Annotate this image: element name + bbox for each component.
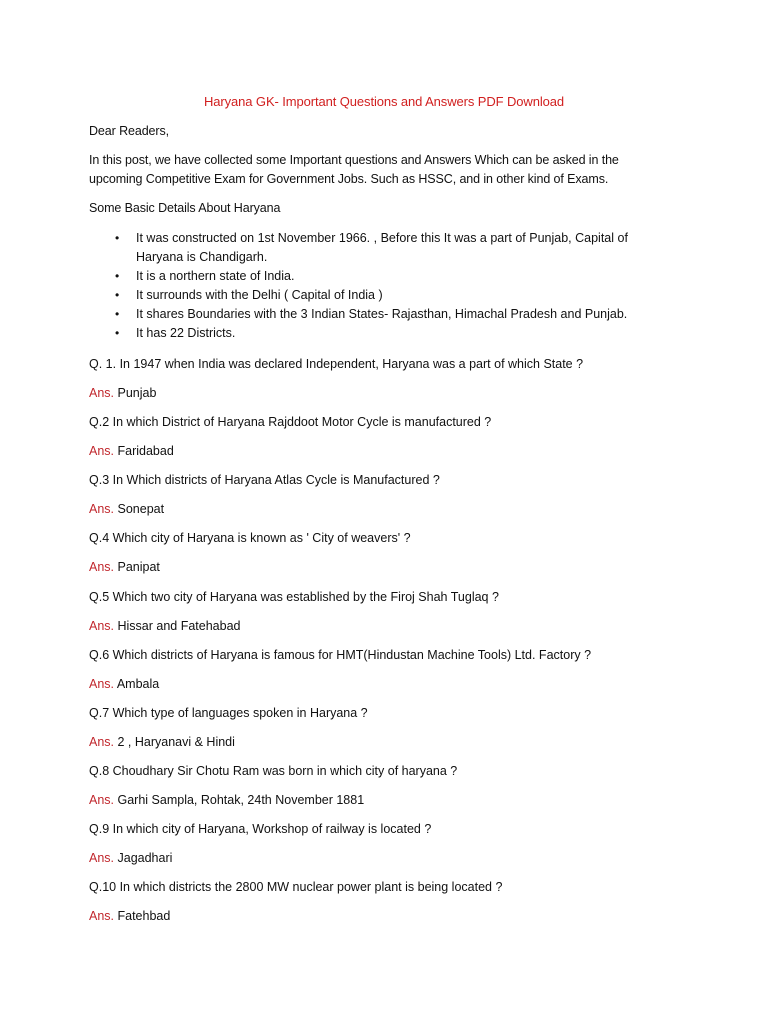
- bullet-icon: •: [115, 231, 120, 245]
- answer-text: Hissar and Fatehabad: [117, 619, 241, 633]
- document-title: Haryana GK- Important Questions and Answers PDF Download: [203, 94, 564, 109]
- question: Q.5 Which two city of Haryana was established by the Firoj Shah Tuglaq ?: [89, 590, 499, 604]
- question: Q.2 In which District of Haryana Rajddoot Motor Cycle is manufactured ?: [89, 415, 492, 429]
- ans-label: Ans.: [89, 677, 115, 691]
- ans-label: Ans.: [89, 560, 115, 574]
- question: Q.7 Which type of languages spoken in Haryana ?: [89, 706, 368, 720]
- ans-label: Ans.: [89, 444, 115, 458]
- bullet-icon: •: [115, 288, 120, 302]
- answer-text: 2 , Haryanavi & Hindi: [117, 735, 235, 749]
- answer: [89, 733, 689, 751]
- bullet-icon: •: [115, 269, 120, 283]
- answer: [89, 384, 689, 402]
- detail-text: It shares Boundaries with the 3 Indian States- Rajasthan, Himachal Pradesh and Punjab.: [136, 307, 628, 321]
- ans-label: Ans.: [89, 619, 115, 633]
- question: Q.8 Choudhary Sir Chotu Ram was born in which city of haryana ?: [89, 764, 458, 778]
- answer: [89, 442, 689, 460]
- detail-text: It has 22 Districts.: [136, 326, 236, 340]
- intro-paragraph: In this post, we have collected some Important questions and Answers Which can be asked in the upcoming Competitive Exam for Government Jobs. Such as HSSC, and in other kind of Exams.: [89, 153, 619, 186]
- bullet-icon: •: [115, 307, 120, 321]
- ans-label: Ans.: [89, 909, 115, 923]
- ans-label: Ans.: [89, 735, 115, 749]
- ans-label: Ans.: [89, 793, 115, 807]
- detail-text: It surrounds with the Delhi ( Capital of India ): [136, 288, 383, 302]
- list-item: [89, 324, 669, 343]
- list-item: [89, 229, 669, 267]
- answer: [89, 907, 689, 925]
- answer: [89, 617, 689, 635]
- ans-label: Ans.: [89, 851, 115, 865]
- question: Q.10 In which districts the 2800 MW nuclear power plant is being located ?: [89, 880, 503, 894]
- detail-text: It is a northern state of India.: [136, 269, 295, 283]
- question: Q.3 In Which districts of Haryana Atlas Cycle is Manufactured ?: [89, 473, 440, 487]
- answer-text: Ambala: [116, 677, 160, 691]
- answer-text: Sonepat: [117, 502, 165, 516]
- answer-text: Jagadhari: [117, 851, 173, 865]
- list-item: [89, 305, 669, 324]
- answer: [89, 849, 689, 867]
- answer: [89, 675, 689, 693]
- question: Q.4 Which city of Haryana is known as ' City of weavers' ?: [89, 531, 411, 545]
- detail-text: It was constructed on 1st November 1966. , Before this It was a part of Punjab, Capital of Haryana is Chandigarh.: [136, 231, 628, 264]
- question: Q.9 In which city of Haryana, Workshop of railway is located ?: [89, 822, 432, 836]
- answer-text: Garhi Sampla, Rohtak, 24th November 1881: [117, 793, 365, 807]
- answer-text: Punjab: [117, 386, 157, 400]
- details-list: [89, 229, 669, 343]
- question: Q.6 Which districts of Haryana is famous for HMT(Hindustan Machine Tools) Ltd. Factory ?: [89, 648, 592, 662]
- answer: [89, 500, 689, 518]
- list-item: [89, 286, 669, 305]
- section-heading: Some Basic Details About Haryana: [89, 201, 281, 215]
- ans-label: Ans.: [89, 502, 115, 516]
- question: Q. 1. In 1947 when India was declared Independent, Haryana was a part of which State ?: [89, 357, 584, 371]
- answer: [89, 558, 689, 576]
- answer-text: Faridabad: [117, 444, 174, 458]
- ans-label: Ans.: [89, 386, 115, 400]
- bullet-icon: •: [115, 326, 120, 340]
- list-item: [89, 267, 669, 286]
- answer-text: Fatehbad: [117, 909, 171, 923]
- answer-text: Panipat: [117, 560, 160, 574]
- greeting: Dear Readers,: [89, 124, 169, 138]
- answer: [89, 791, 689, 809]
